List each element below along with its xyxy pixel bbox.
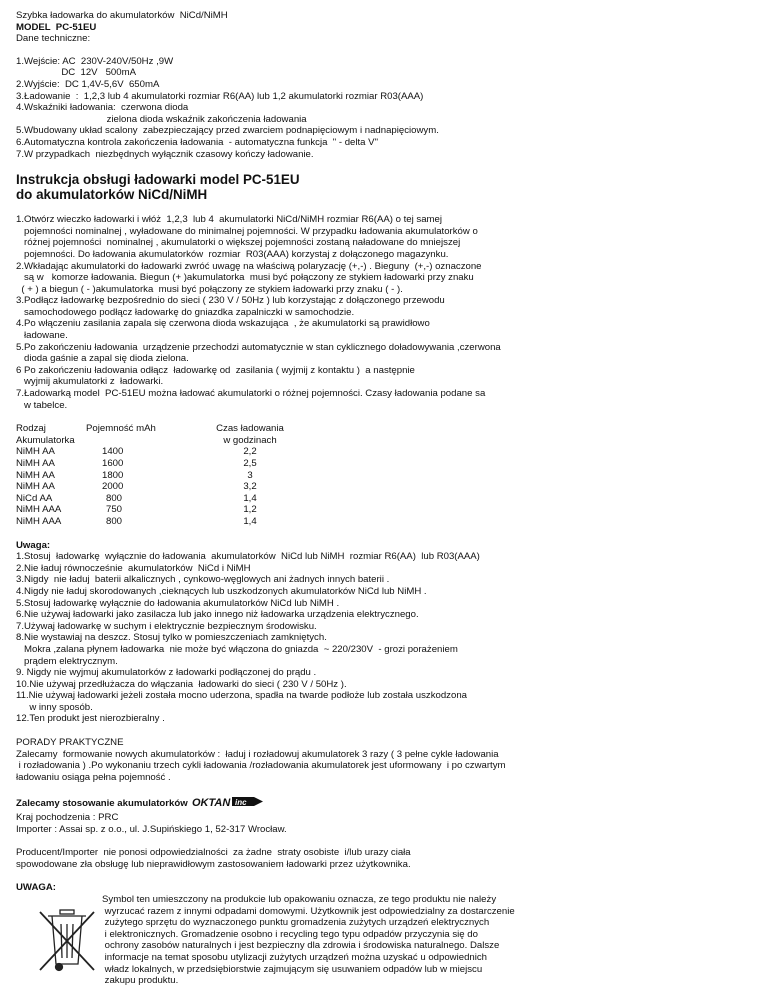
- table-cell: 1800: [102, 469, 124, 481]
- warning-line: 2.Nie ładuj równocześnie akumulatorków NiCd i NiMH: [16, 562, 251, 574]
- table-cell: NiCd AA: [16, 492, 53, 504]
- warning-line: 11.Nie używaj ładowarki jeżeli została mocno uderzona, spadła na twarde podłoże lub została uszkodzona: [16, 690, 467, 702]
- table-cell: 1,4: [243, 492, 257, 504]
- warning-line: 4.Nigdy nie ładuj skorodowanych ,cieknących lub uszkodzonych akumulatorków NiCd lub NiMH .: [16, 585, 427, 597]
- instruction-line: różnej pojemności nominalnej , akumulatorki o większej pojemności zostaną naładowane do mniejszej: [16, 237, 461, 249]
- table-cell: NiMH AAA: [16, 504, 62, 516]
- tips-line: i rozładowania ) .Po wykonaniu trzech cykli ładowania /rozładowania akumulatorek jest uformowany i po czwartym: [16, 760, 506, 772]
- instructions-title-line-2: do akumulatorków NiCd/NiMH: [16, 187, 208, 203]
- tips-line: Zalecamy formowanie nowych akumulatorków : ładuj i rozładowuj akumulatorek 3 razy ( 3 pełne cykle ładowania: [16, 748, 499, 760]
- warning-line: prądem elektrycznym.: [16, 655, 118, 667]
- specs-subtitle: Dane techniczne:: [16, 33, 91, 45]
- instruction-line: ( + ) a biegun ( - )akumulatorka musi być połączony ze stykiem ładowarki przy znaku ( - ).: [16, 283, 403, 295]
- weee-section: [16, 882, 756, 986]
- instruction-line: 3.Podłącz ładowarkę bezpośrednio do sieci ( 230 V / 50Hz ) lub korzystając z dołączonego przewodu: [16, 295, 445, 307]
- instruction-line: 1.Otwórz wieczko ładowarki i włóż 1,2,3 lub 4 akumulatorki NiCd/NiMH rozmiar R6(AA) o tej samej: [16, 214, 442, 226]
- importer-line: Importer : Assai sp. z o.o., ul. J.Supińskiego 1, 52-317 Wrocław.: [16, 823, 287, 835]
- instruction-line: dioda gaśnie a zapal się dioda zielona.: [16, 353, 189, 365]
- logo-oktan-text: OKTAN: [191, 797, 230, 809]
- tips-line: ładowaniu osiąga pełna pojemność .: [16, 771, 171, 783]
- spec-line: 2.Wyjście: DC 1,4V-5,6V 650mA: [16, 78, 160, 90]
- table-cell: NiMH AA: [16, 469, 55, 481]
- warning-line: 7.Używaj ładowarkę w suchym i elektrycznie bezpiecznym środowisku.: [16, 620, 317, 632]
- table-cell: 1,4: [243, 515, 257, 527]
- warnings-list: [16, 551, 756, 725]
- spec-line: 5.Wbudowany układ scalony zabezpieczający przed zwarciem podnapięciowym i nadnapięciowym.: [16, 125, 439, 137]
- table-cell: 2000: [102, 481, 124, 493]
- weee-line: Symbol ten umieszczony na produkcie lub opakowaniu oznacza, ze tego produktu nie należy: [102, 894, 497, 905]
- table-cell: NiMH AA: [16, 458, 55, 469]
- instruction-line: pojemności nominalnej , wyładowane do minimalnej pojemności. W przypadku ładowania akumulatorków o: [16, 225, 478, 237]
- disclaimer-line: Producent/Importer nie ponosi odpowiedzialności za żadne straty osobiste i/lub urazy ciała: [16, 847, 411, 859]
- table-header-time: Czas ładowania w godzinach: [216, 423, 284, 446]
- recommend-section: [16, 795, 756, 835]
- model-label: MODEL PC-51EU: [16, 21, 97, 33]
- instruction-line: są w komorze ładowania. Biegun (+ )akumulatorka musi być połączony ze stykiem ładowarki przy znaku: [16, 272, 474, 284]
- weee-title: UWAGA:: [16, 882, 56, 894]
- instruction-line: 7.Ładowarką model PC-51EU można ładować akumulatorki o różnej pojemności. Czasy ładowania podane sa: [16, 388, 486, 400]
- warnings-title: Uwaga:: [16, 539, 51, 551]
- weee-text: [102, 882, 515, 986]
- spec-line: 4.Wskaźniki ładowania: czerwona dioda: [16, 102, 189, 114]
- origin-line: Kraj pochodzenia : PRC: [16, 812, 119, 824]
- warning-line: 8.Nie wystawiaj na deszcz. Stosuj tylko w pomieszczeniach zamkniętych.: [16, 632, 327, 644]
- instruction-line: 4.Po włączeniu zasilania zapala się czerwona dioda wskazująca , że akumulatorki są prawidłowo: [16, 318, 430, 330]
- logo-inc-text: inc: [234, 798, 247, 808]
- weee-line: informacje na temat sposobu utylizacji zużytych urządzeń można uzyskać u odpowiednich: [102, 951, 488, 963]
- disclaimer-line: spowodowane zła obsługę lub nieprawidłowym zastosowaniem ładowarki przez użytkownika.: [16, 858, 411, 870]
- instructions-title-line-1: Instrukcja obsługi ładowarki model PC-51EU: [16, 172, 300, 188]
- instruction-line: 2.Wkładając akumulatorki do ładowarki zwróć uwagę na właściwą polaryzację (+,-) . Bieguny (+,-) oznaczone: [16, 260, 482, 272]
- instruction-line: 5.Po zakończeniu ładowania urządzenie przechodzi automatycznie w stan cyklicznego doładowywania ,czerwona: [16, 341, 501, 353]
- spec-line: DC 12V 500mA: [16, 67, 136, 79]
- warning-line: 3.Nigdy nie ładuj baterii alkalicznych , cynkowo-węglowych ani żadnych innych baterii .: [16, 574, 390, 586]
- table-cell: NiMH AA: [16, 481, 55, 493]
- warning-line: 12.Ten produkt jest nierozbieralny .: [16, 713, 165, 725]
- disclaimer-section: [16, 847, 756, 870]
- document-page: [16, 10, 756, 987]
- table-cell: 3: [247, 469, 253, 481]
- tips-title: PORADY PRAKTYCZNE: [16, 737, 124, 749]
- instructions-list: [16, 214, 756, 411]
- table-cell: 800: [106, 515, 123, 527]
- warning-line: 10.Nie używaj przedłużacza do włączania ładowarki do sieci ( 230 V / 50Hz ).: [16, 678, 347, 690]
- table-cell: 3,2: [243, 481, 257, 493]
- weee-line: wyrzucać razem z innymi odpadami domowymi. Użytkownik jest odpowiedzialny za dostarczenie: [102, 905, 515, 917]
- table-cell: NiMH AAA: [16, 515, 62, 527]
- spec-line: 6.Automatyczna kontrola zakończenia ładowania - automatyczna funkcja " - delta V": [16, 136, 378, 148]
- instruction-line: pojemności. Do ładowania akumulatorków rozmiar R03(AAA) korzystaj z dołączonego magazynku.: [16, 248, 449, 260]
- instruction-line: w tabelce.: [16, 399, 68, 411]
- specs-list: [16, 56, 756, 160]
- spec-line: 7.W przypadkach niezbędnych wyłącznik czasowy kończy ładowanie.: [16, 148, 314, 160]
- instruction-line: 6 Po zakończeniu ładowania odłącz ładowarkę od zasilania ( wyjmij z kontaktu ) a następnie: [16, 364, 415, 376]
- table-cell: 1,2: [243, 504, 257, 516]
- spec-line: 1.Wejście: AC 230V-240V/50Hz ,9W: [16, 55, 174, 67]
- recommend-label: Zalecamy stosowanie akumulatorków: [16, 798, 188, 810]
- instruction-line: ładowane.: [16, 330, 68, 342]
- weee-line: zużytego sprzętu do wyznaczonego punktu gromadzenia zużytych urządzeń elektrycznych: [102, 917, 490, 929]
- warning-line: 5.Stosuj ładowarkę wyłącznie do ładowania akumulatorków NiCd lub NiMH .: [16, 597, 340, 609]
- oktan-logo: [192, 795, 264, 812]
- warning-line: 9. Nigdy nie wyjmuj akumulatorków z ładowarki podłączonej do prądu .: [16, 667, 317, 679]
- table-header-type: Rodzaj Akumulatorka: [16, 423, 75, 446]
- crossed-out-bin-icon: [34, 908, 100, 974]
- tips-section: [16, 737, 756, 783]
- instruction-line: samochodowego podłącz ładowarkę do gniazdka zapalniczki w samochodzie.: [16, 306, 355, 318]
- weee-left-column: [16, 882, 102, 986]
- table-cell: 750: [106, 504, 123, 516]
- warning-line: Mokra ,zalana płynem ładowarka nie może być włączona do gniazda ~ 220/230V - grozi porażeniem: [16, 643, 458, 655]
- weee-line: zakupu produktu.: [102, 975, 179, 987]
- warning-line: 1.Stosuj ładowarkę wyłącznie do ładowania akumulatorków NiCd lub NiMH rozmiar R6(AA) lub R03(AAA): [16, 551, 480, 563]
- recommend-line: [16, 795, 756, 812]
- table-cell: 2,5: [243, 458, 257, 469]
- table-cell: 1600: [102, 458, 124, 469]
- header-title: Szybka ładowarka do akumulatorków NiCd/NiMH: [16, 10, 228, 21]
- spec-line: zielona dioda wskaźnik zakończenia ładowania: [16, 113, 307, 125]
- warning-line: 6.Nie używaj ładowarki jako zasilacza lub jako innego niż ładowarka urządzenia elektrycznego.: [16, 609, 419, 621]
- table-cell: 1400: [102, 446, 124, 458]
- table-cell: 800: [106, 492, 123, 504]
- warning-line: w inny sposób.: [16, 701, 93, 713]
- table-cell: NiMH AA: [16, 446, 55, 458]
- instruction-line: wyjmij akumulatorki z ładowarki.: [16, 376, 164, 388]
- charging-time-table: [16, 423, 756, 527]
- table-header-capacity: Pojemność mAh: [86, 423, 156, 435]
- weee-line: i elektronicznych. Gromadzenie osobno i recycling tego typu odpadów przyczynia się do: [102, 928, 478, 940]
- weee-line: władz lokalnych, w przedsiębiorstwie zajmującym się usuwaniem odpadów lub w miejscu: [102, 963, 483, 975]
- spec-line: 3.Ładowanie : 1,2,3 lub 4 akumulatorki rozmiar R6(AA) lub 1,2 akumulatorki rozmiar R03(AAA): [16, 90, 424, 102]
- weee-line: ochrony zasobów naturalnych i jest bezpieczny dla zdrowia i środowiska naturalnego. Dalsze: [102, 940, 500, 952]
- table-cell: 2,2: [243, 446, 257, 458]
